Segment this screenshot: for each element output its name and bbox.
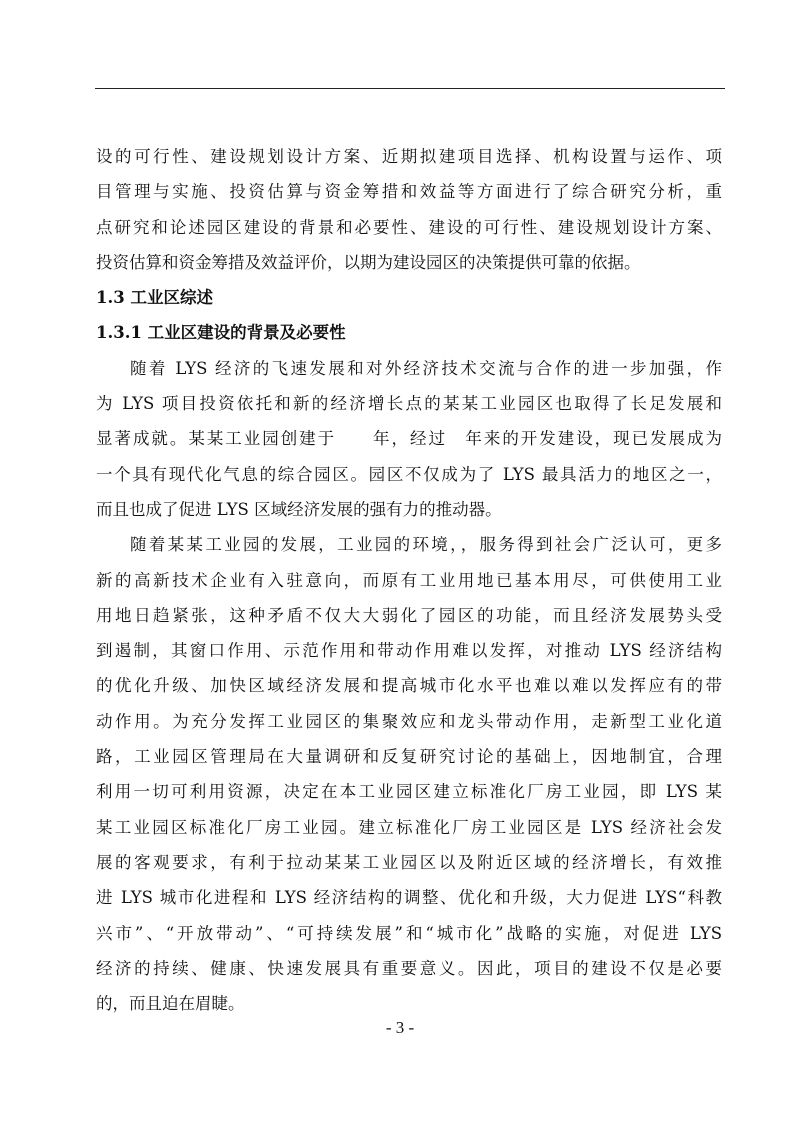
text-line: 动作用。为充分发挥工业园区的集聚效应和龙头带动作用，走新型工业化道 (96, 711, 722, 731)
text-line: 展的客观要求，有利于拉动某某工业园区以及附近区域的经济增长，有效推 (96, 852, 722, 872)
text-line: 点研究和论述园区建设的背景和必要性、建设的可行性、建设规划设计方案、 (96, 217, 722, 237)
text-line: 而且也成了促进 LYS 区域经济发展的强有力的推动器。 (96, 499, 502, 519)
text-line: 路，工业园区管理局在大量调研和反复研究讨论的基础上，因地制宜，合理 (96, 747, 722, 767)
text-line: 一个具有现代化气息的综合园区。园区不仅成为了 LYS 最具活力的地区之一， (96, 464, 722, 484)
text-line: 某工业园区标准化厂房工业园。建立标准化厂房工业园区是 LYS 经济社会发 (96, 817, 722, 837)
text-line: 为 LYS 项目投资依托和新的经济增长点的某某工业园区也取得了长足发展和 (96, 394, 722, 414)
text-line: 利用一切可利用资源，决定在本工业园区建立标准化厂房工业园，即 LYS 某 (96, 782, 722, 802)
paragraph-intro (96, 139, 722, 280)
text-line: 到遏制，其窗口作用、示范作用和带动作用难以发挥，对推动 LYS 经济结构 (96, 641, 722, 661)
text-line: 显著成就。某某工业园创建于 年，经过 年来的开发建设，现已发展成为 (96, 429, 722, 449)
header-rule (95, 88, 725, 89)
text-line: 设的可行性、建设规划设计方案、近期拟建项目选择、机构设置与运作、项 (96, 147, 722, 166)
page-number: - 3 - (385, 1018, 415, 1037)
text-line: 随着某某工业园的发展，工业园的环境，，服务得到社会广泛认可，更多 (130, 535, 722, 555)
text-line: 兴市”、“开放带动”、“可持续发展”和“城市化”战略的实施，对促进 LYS (96, 923, 722, 943)
text-line: 投资估算和资金筹措及效益评价，以期为建设园区的决策提供可靠的依据。 (96, 252, 641, 272)
text-line: 的，而且迫在眉睫。 (96, 994, 245, 1014)
text-line: 目管理与实施、投资估算与资金筹措和效益等方面进行了综合研究分析，重 (96, 182, 722, 202)
section-heading-1-3-1: 1.3.1 工业区建设的背景及必要性 (96, 323, 346, 343)
text-line: 进 LYS 城市化进程和 LYS 经济结构的调整、优化和升级，大力促进 LYS“科教 (96, 888, 722, 908)
text-line: 用地日趋紧张，这种矛盾不仅大大弱化了园区的功能，而且经济发展势头受 (96, 605, 722, 625)
document-body (96, 139, 722, 1021)
paragraph-background (96, 351, 722, 527)
text-line: 的优化升级、加快区域经济发展和提高城市化水平也难以难以发挥应有的带 (96, 676, 722, 696)
section-heading-1-3: 1.3 工业区综述 (96, 288, 213, 308)
text-line: 新的高新技术企业有入驻意向，而原有工业用地已基本用尽，可供使用工业 (96, 570, 722, 590)
paragraph-necessity (96, 527, 722, 1021)
text-line: 经济的持续、健康、快速发展具有重要意义。因此，项目的建设不仅是必要 (96, 958, 722, 978)
text-line: 随着 LYS 经济的飞速发展和对外经济技术交流与合作的进一步加强，作 (130, 358, 722, 378)
